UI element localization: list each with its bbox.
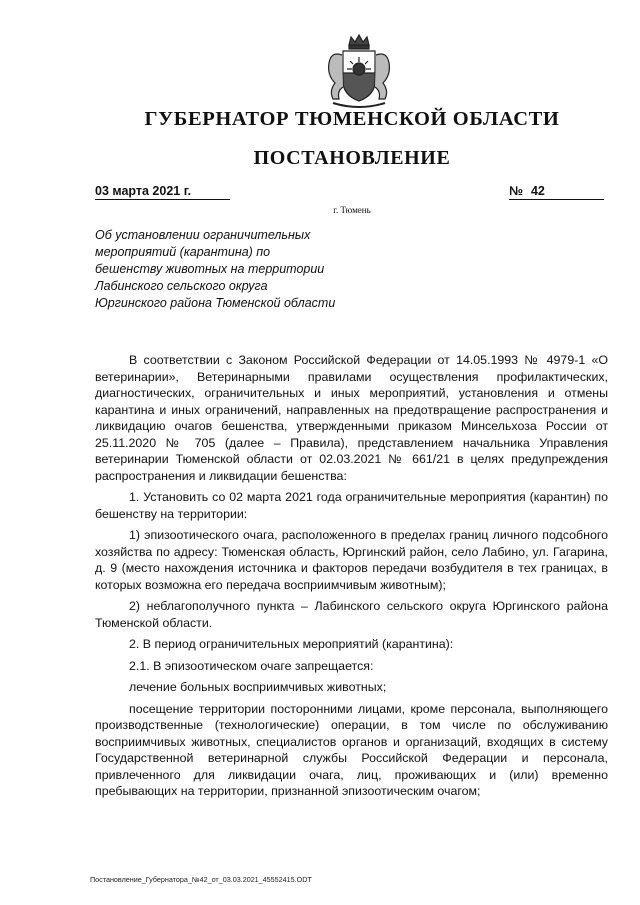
paragraph: 1) эпизоотического очага, расположенного в пределах границ личного подсобного хозяйства по адресу: Тюменская область, Юргинский район, село Лабино, ул. Гагарина, д. 9 (место нахождения источника и факторов передачи возбудителя в тех границах, в которых возможна его передача восприимчивым животным); bbox=[95, 528, 608, 592]
paragraph: В соответствии с Законом Российской Федерации от 14.05.1993 № 4979-1 «О ветеринарии», Ветеринарными правилами осуществления профилактических, диагностических, ограничительных и иных мероприятий, установления и отмены карантина и иных ограничений, направленных на предотвращение распространения и ликвидацию очагов бешенства, утвержденными приказом Минсельхоза России от 25.11.2020 № 705 (далее – Правила), представлением начальника Управления ветеринарии Тюменской области от 02.03.2021 № 661/21 в целях предупреждения распространения и ликвидации бешенства: bbox=[95, 353, 608, 483]
paragraph: 2) неблагополучного пункта – Лабинского сельского округа Юргинского района Тюменской области. bbox=[95, 599, 608, 630]
document-date: 03 марта 2021 г. bbox=[95, 184, 230, 200]
document-body bbox=[95, 352, 608, 805]
number-value: 42 bbox=[530, 184, 545, 198]
paragraph: 2. В период ограничительных мероприятий (карантина): bbox=[129, 637, 454, 651]
city-label: г. Тюмень bbox=[333, 205, 371, 215]
subject-line: Лабинского сельского округа bbox=[95, 279, 268, 293]
paragraph: посещение территории посторонними лицами, кроме персонала, выполняющего производственные (технологические) операции, в том числе по обслуживанию восприимчивых животных, специалистов органов и организаций, входящих в систему Государственной ветеринарной службы Российской Федерации и персонала, привлеченного для ликвидации очага, лиц, проживающих и (или) временно пребывающих на территории, признанной эпизоотическим очагом; bbox=[95, 701, 608, 798]
subject-line: мероприятий (карантина) по bbox=[95, 245, 271, 259]
document-type: ПОСТАНОВЛЕНИЕ bbox=[253, 147, 451, 169]
paragraph: 1. Установить со 02 марта 2021 года ограничительные мероприятия (карантин) по бешенству на территории: bbox=[95, 490, 608, 521]
coat-of-arms-icon bbox=[309, 33, 409, 113]
subject-line: Об установлении ограничительных bbox=[95, 228, 311, 242]
document-number bbox=[509, 184, 604, 200]
document-subject bbox=[95, 227, 395, 312]
number-sign: № bbox=[509, 184, 523, 198]
paragraph: 2.1. В эпизоотическом очаге запрещается: bbox=[129, 658, 374, 673]
authority-title: ГУБЕРНАТОР ТЮМЕНСКОЙ ОБЛАСТИ bbox=[144, 108, 560, 130]
subject-line: бешенству животных на территории bbox=[95, 262, 325, 276]
file-footer: Постановление_Губернатора_№42_от_03.03.2021_45552415.ODT bbox=[90, 875, 312, 884]
subject-line: Юргинского района Тюменской области bbox=[95, 296, 336, 310]
paragraph: лечение больных восприимчивых животных; bbox=[129, 680, 387, 694]
